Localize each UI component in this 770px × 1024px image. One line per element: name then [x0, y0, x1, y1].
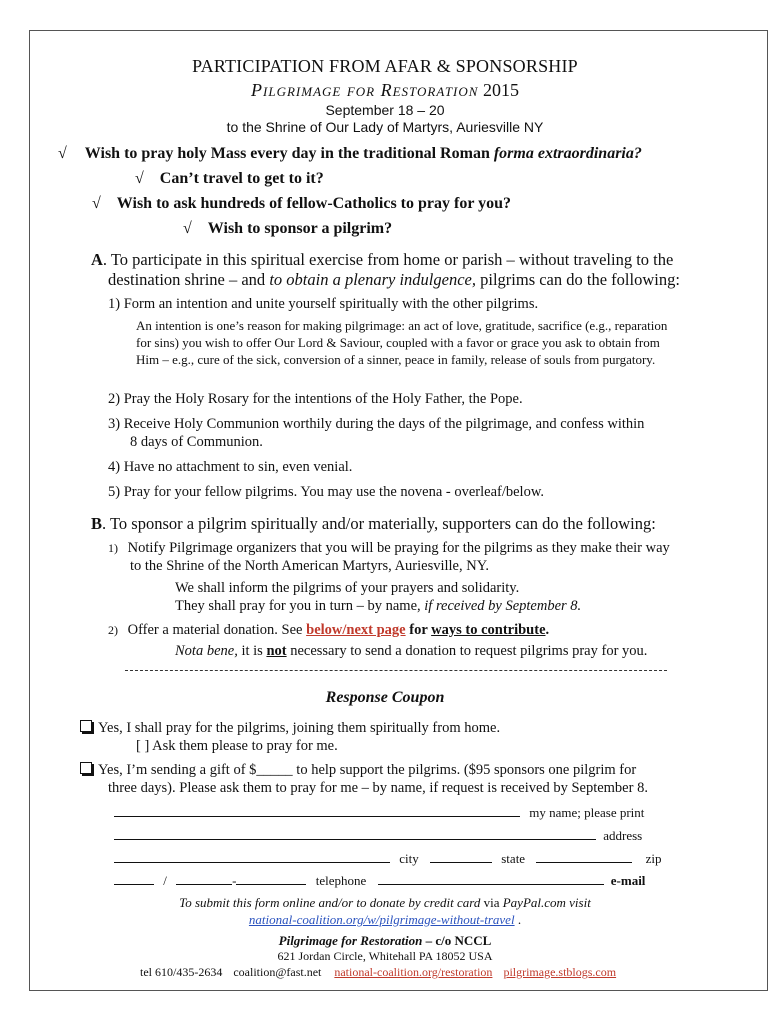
address-field[interactable] — [114, 827, 596, 840]
check-icon: √ — [92, 195, 101, 212]
name-field-row: my name; please print — [114, 804, 644, 821]
city-field[interactable] — [114, 850, 390, 863]
phone-email-row: / - telephone e-mail — [114, 872, 645, 889]
checkbox-icon[interactable] — [80, 720, 92, 732]
coupon-title: Response Coupon — [325, 689, 445, 706]
page-title: PARTICIPATION FROM AFAR & SPONSORSHIP — [192, 56, 578, 76]
question-4: √ Wish to sponsor a pilgrim? — [183, 220, 393, 237]
coupon-option-gift-cont: three days). Please ask them to pray for me – by name, if request is received by September 8. — [108, 780, 648, 796]
state-field[interactable] — [536, 850, 632, 863]
section-a-line2: destination shrine – and to obtain a plenary indulgence, pilgrims can do the following: — [108, 270, 680, 289]
org-name: Pilgrimage for Restoration – c/o NCCL — [278, 933, 492, 948]
question-3: √ Wish to ask hundreds of fellow-Catholics to pray for you? — [92, 195, 512, 212]
check-icon: √ — [183, 220, 192, 237]
city-extra-field[interactable] — [430, 850, 492, 863]
check-icon: √ — [135, 170, 144, 187]
section-b-item1-cont: to the Shrine of the North American Martyrs, Auriesville, NY. — [130, 558, 489, 574]
section-b-item1: 1) Notify Pilgrimage organizers that you will be praying for the pilgrims as they make their way — [108, 540, 670, 556]
submit-info: To submit this form online and/or to donate by credit card via PayPal.com visit — [179, 895, 591, 910]
section-b-item2: 2) Offer a material donation. See below/next page for ways to contribute. — [108, 622, 550, 638]
section-a-item5: 5) Pray for your fellow pilgrims. You may use the novena - overleaf/below. — [108, 484, 544, 500]
check-icon: √ — [58, 145, 67, 162]
page-subtitle: Pilgrimage for Restoration 2015 — [251, 80, 519, 100]
coupon-option-pray[interactable]: Yes, I shall pray for the pilgrims, joining them spiritually from home. — [80, 720, 500, 737]
section-a-item4: 4) Have no attachment to sin, even venial. — [108, 459, 353, 475]
telephone: tel 610/435-2634 — [140, 965, 223, 979]
nota-bene: Nota bene, it is not necessary to send a donation to request pilgrims pray for you. — [175, 643, 648, 659]
section-b-pray-back: They shall pray for you in turn – by name, if received by September 8. — [175, 598, 582, 614]
email-field[interactable] — [378, 872, 604, 885]
section-b-inform: We shall inform the pilgrims of your prayers and solidarity. — [175, 580, 520, 596]
question-1: √ Wish to pray holy Mass every day in the traditional Roman forma extraordinaria? — [58, 145, 642, 162]
org-address: 621 Jordan Circle, Whitehall PA 18052 USA — [277, 949, 493, 963]
section-a-item1-note: An intention is one’s reason for making pilgrimage: an act of love, gratitude, sacrifice (e.g., reparation for sins) you wish to offer Our Lord & Saviour, coupled with a favor or grace you ask to obtain from Him – e.g., cure of the sick, conversion of a sinner, peace in family, release of souls from purgatory. — [136, 318, 668, 367]
section-a-item2: 2) Pray the Holy Rosary for the intentions of the Holy Father, the Pope. — [108, 391, 523, 407]
phone-area-field[interactable] — [114, 872, 154, 885]
contact-email[interactable]: coalition@fast.net — [233, 965, 322, 979]
below-next-page-link[interactable]: below/next page — [306, 622, 406, 638]
phone-line-field[interactable] — [236, 872, 306, 885]
section-a-item1: 1) Form an intention and unite yourself spiritually with the other pilgrims. — [108, 296, 539, 312]
phone-prefix-field[interactable] — [176, 872, 232, 885]
section-a-line1: A. To participate in this spiritual exercise from home or parish – without traveling to the — [91, 250, 674, 269]
blog-link[interactable]: pilgrimage.stblogs.com — [503, 965, 617, 979]
contact-row — [140, 965, 616, 980]
pilgrimage-without-travel-link[interactable]: national-coalition.org/w/pilgrimage-without-travel — [248, 912, 515, 927]
coupon-option-ask[interactable]: [ ] Ask them please to pray for me. — [136, 738, 338, 754]
section-b-line1: B. To sponsor a pilgrim spiritually and/or materially, supporters can do the following: — [91, 514, 656, 533]
dates: September 18 – 20 — [325, 102, 445, 118]
address-field-row: address — [114, 827, 642, 844]
submit-link-row: national-coalition.org/w/pilgrimage-without-travel . — [248, 912, 522, 927]
restoration-link[interactable]: national-coalition.org/restoration — [334, 965, 493, 979]
name-field[interactable] — [114, 804, 520, 817]
checkbox-icon[interactable] — [80, 762, 92, 774]
section-a-item3-cont: 8 days of Communion. — [130, 434, 263, 450]
coupon-option-gift[interactable]: Yes, I’m sending a gift of $_____ to help support the pilgrims. ($95 sponsors one pilgrim for — [80, 762, 636, 779]
section-a-item3: 3) Receive Holy Communion worthily during the days of the pilgrimage, and confess within — [108, 416, 645, 432]
question-2: √ Can’t travel to get to it? — [135, 170, 324, 187]
location: to the Shrine of Our Lady of Martyrs, Auriesville NY — [226, 119, 544, 135]
city-state-zip-row: city state zip — [114, 850, 661, 867]
coupon-separator — [125, 670, 667, 671]
